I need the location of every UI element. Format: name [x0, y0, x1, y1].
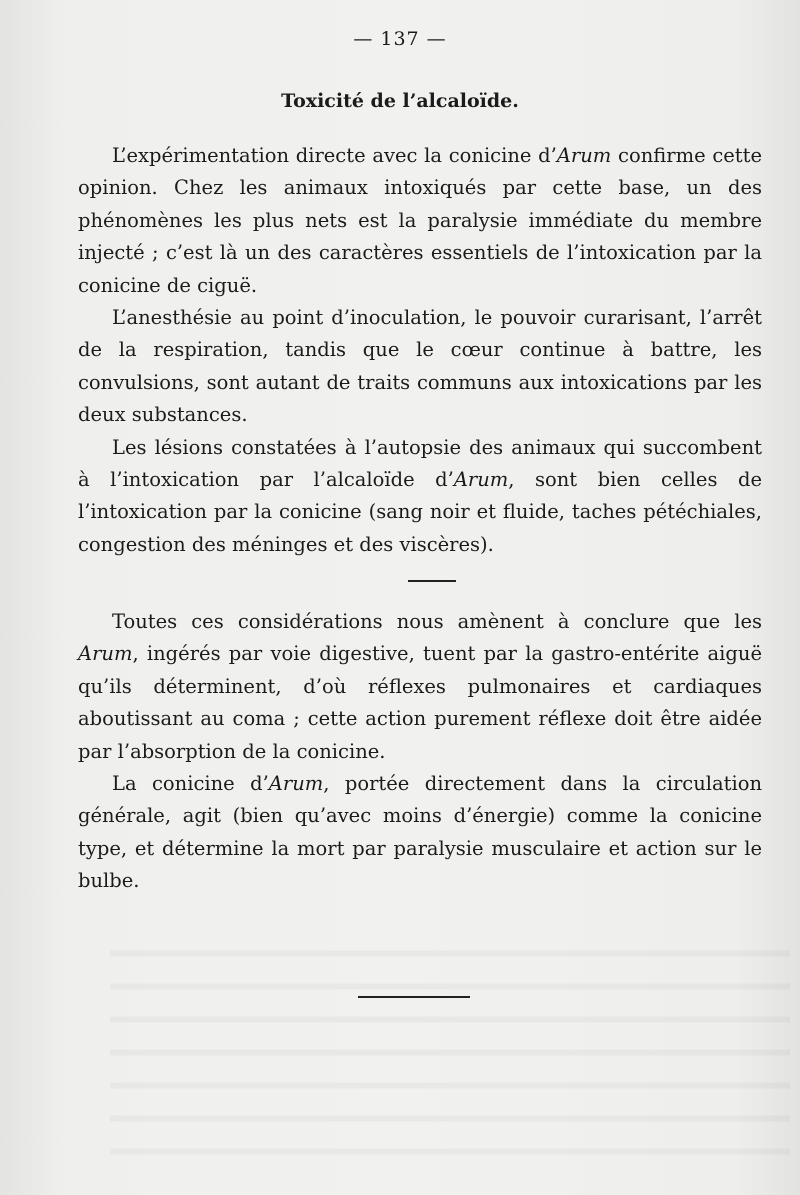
- paragraph: Les lésions constatées à l’autopsie des animaux qui succombent à l’intoxication par l’alcaloïde d’Arum, sont bien celles de l’intoxication par la conicine (sang noir et fluide, taches pétéchiales, congestion des méninges et des viscères).: [78, 435, 762, 556]
- paragraph: L’anesthésie au point d’inoculation, le pouvoir curarisant, l’arrêt de la respiration, tandis que le cœur continue à battre, les convulsions, sont autant de traits communs aux intoxications par les deux substances.: [78, 306, 762, 427]
- paragraph: Toutes ces considérations nous amènent à conclure que les Arum, ingérés par voie digestive, tuent par la gastro-entérite aiguë qu’ils déterminent, d’où réflexes pulmonaires et cardiaques aboutissant au coma ; cette action purement réflexe doit être aidée par l’absorption de la conicine.: [78, 610, 762, 763]
- section-title: Toxicité de l’alcaloïde.: [281, 90, 519, 112]
- paragraph: L’expérimentation directe avec la conicine d’Arum confirme cette opinion. Chez les animaux intoxiqués par cette base, un des phénomènes les plus nets est la paralysie immédiate du membre injecté ; c’est là un des caractères essentiels de l’intoxication par la conicine de ciguë.: [78, 144, 762, 297]
- paragraph: La conicine d’Arum, portée directement dans la circulation générale, agit (bien qu’avec moins d’énergie) comme la conicine type, et détermine la mort par paralysie musculaire et action sur le bulbe.: [78, 772, 762, 893]
- text-block-conclusion: [78, 606, 762, 898]
- page-number: — 137 —: [353, 28, 447, 50]
- text-block-toxicity: [78, 140, 762, 561]
- end-rule: [358, 996, 470, 998]
- section-divider: [408, 580, 456, 582]
- bleed-through-texture: [110, 930, 790, 1180]
